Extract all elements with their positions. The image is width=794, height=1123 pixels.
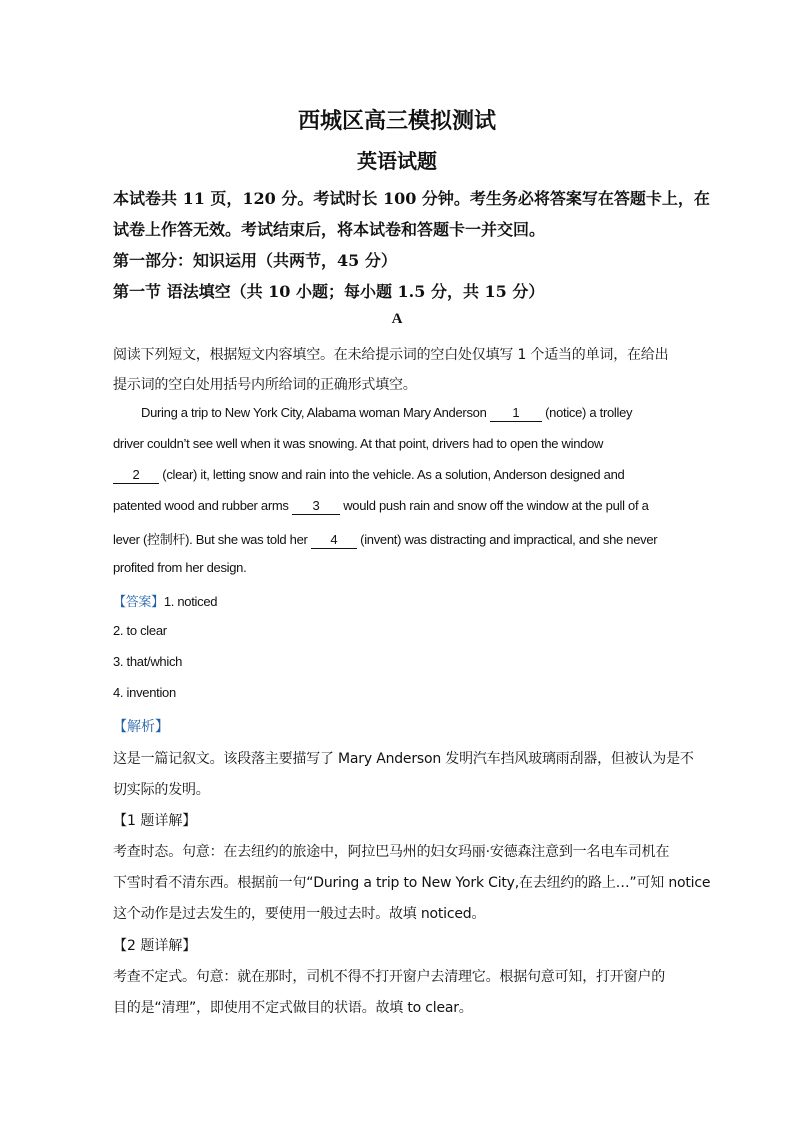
detail-2-line-1: 考查不定式。句意：就在那时，司机不得不打开窗户去清理它。根据句意可知，打开窗户的 [113,969,665,985]
section-heading: 第一节 语法填空（共 10 小题；每小题 1.5 分，共 15 分） [113,282,545,301]
instructions-line-2: 试卷上作答无效。考试结束后，将本试卷和答题卡一并交回。 [113,220,546,239]
blank-4: 4 [311,533,357,549]
passage-line-3 [113,467,624,484]
passage-text: (notice) a trolley [541,405,633,420]
detail-1-line-2: 下雪时看不清东西。根据前一句“During a trip to New York City,在去纽约的路上…”可知 notice [113,875,711,891]
passage-line-2: driver couldn’t see well when it was snowing. At that point, drivers had to open the window [113,436,604,451]
blank-1: 1 [490,406,542,422]
answer-1: 1. noticed [163,594,218,609]
part-heading: 第一部分：知识运用（共两节，45 分） [113,251,397,270]
passage-line-6: profited from her design. [113,560,247,575]
directions-line-2: 提示词的空白处用括号内所给词的正确形式填空。 [113,377,417,393]
directions-line-1: 阅读下列短文，根据短文内容填空。在未给提示词的空白处仅填写 1 个适当的单词，在给出 [113,347,669,363]
detail-1-tag: 【1 题详解】 [113,813,197,829]
page-subtitle: 英语试题 [357,149,437,173]
detail-2-line-2: 目的是“清理”，即使用不定式做目的状语。故填 to clear。 [113,1000,473,1016]
answer-tag: 【答案】 [113,595,164,610]
page-title: 西城区高三模拟测试 [297,108,496,134]
passage-text: (invent) was distracting and impractical, and she never [356,532,658,547]
passage-text: (clear) it, letting snow and rain into the vehicle. As a solution, Anderson designed and [159,467,625,482]
instructions-line-1: 本试卷共 11 页，120 分。考试时长 100 分钟。考生务必将答案写在答题卡上，在 [113,189,710,208]
passage-label: A [391,311,403,327]
answer-3: 3. that/which [113,654,183,669]
passage-text: would push rain and snow off the window at the pull of a [339,498,649,513]
passage-text: During a trip to New York City, Alabama woman Mary Anderson [141,405,490,420]
analysis-tag: 【解析】 [113,719,169,735]
blank-2: 2 [113,468,159,484]
detail-1-line-1: 考查时态。句意：在去纽约的旅途中，阿拉巴马州的妇女玛丽·安德森注意到一名电车司机在 [113,844,670,860]
passage-line-4 [113,498,649,515]
answer-2: 2. to clear [113,623,167,638]
blank-3: 3 [292,499,340,515]
passage-line-1 [141,405,632,422]
analysis-line-2: 切实际的发明。 [113,782,210,798]
detail-1-line-3: 这个动作是过去发生的，要使用一般过去时。故填 noticed。 [113,906,486,922]
passage-line-5 [113,529,657,549]
analysis-line-1: 这是一篇记叙文。该段落主要描写了 Mary Anderson 发明汽车挡风玻璃雨刮器，但被认为是不 [113,751,694,767]
answer-line-1 [113,591,217,610]
passage-text: patented wood and rubber arms [113,498,292,513]
answer-4: 4. invention [113,685,176,700]
detail-2-tag: 【2 题详解】 [113,938,197,954]
passage-text: lever (控制杆). But she was told her [113,532,311,547]
